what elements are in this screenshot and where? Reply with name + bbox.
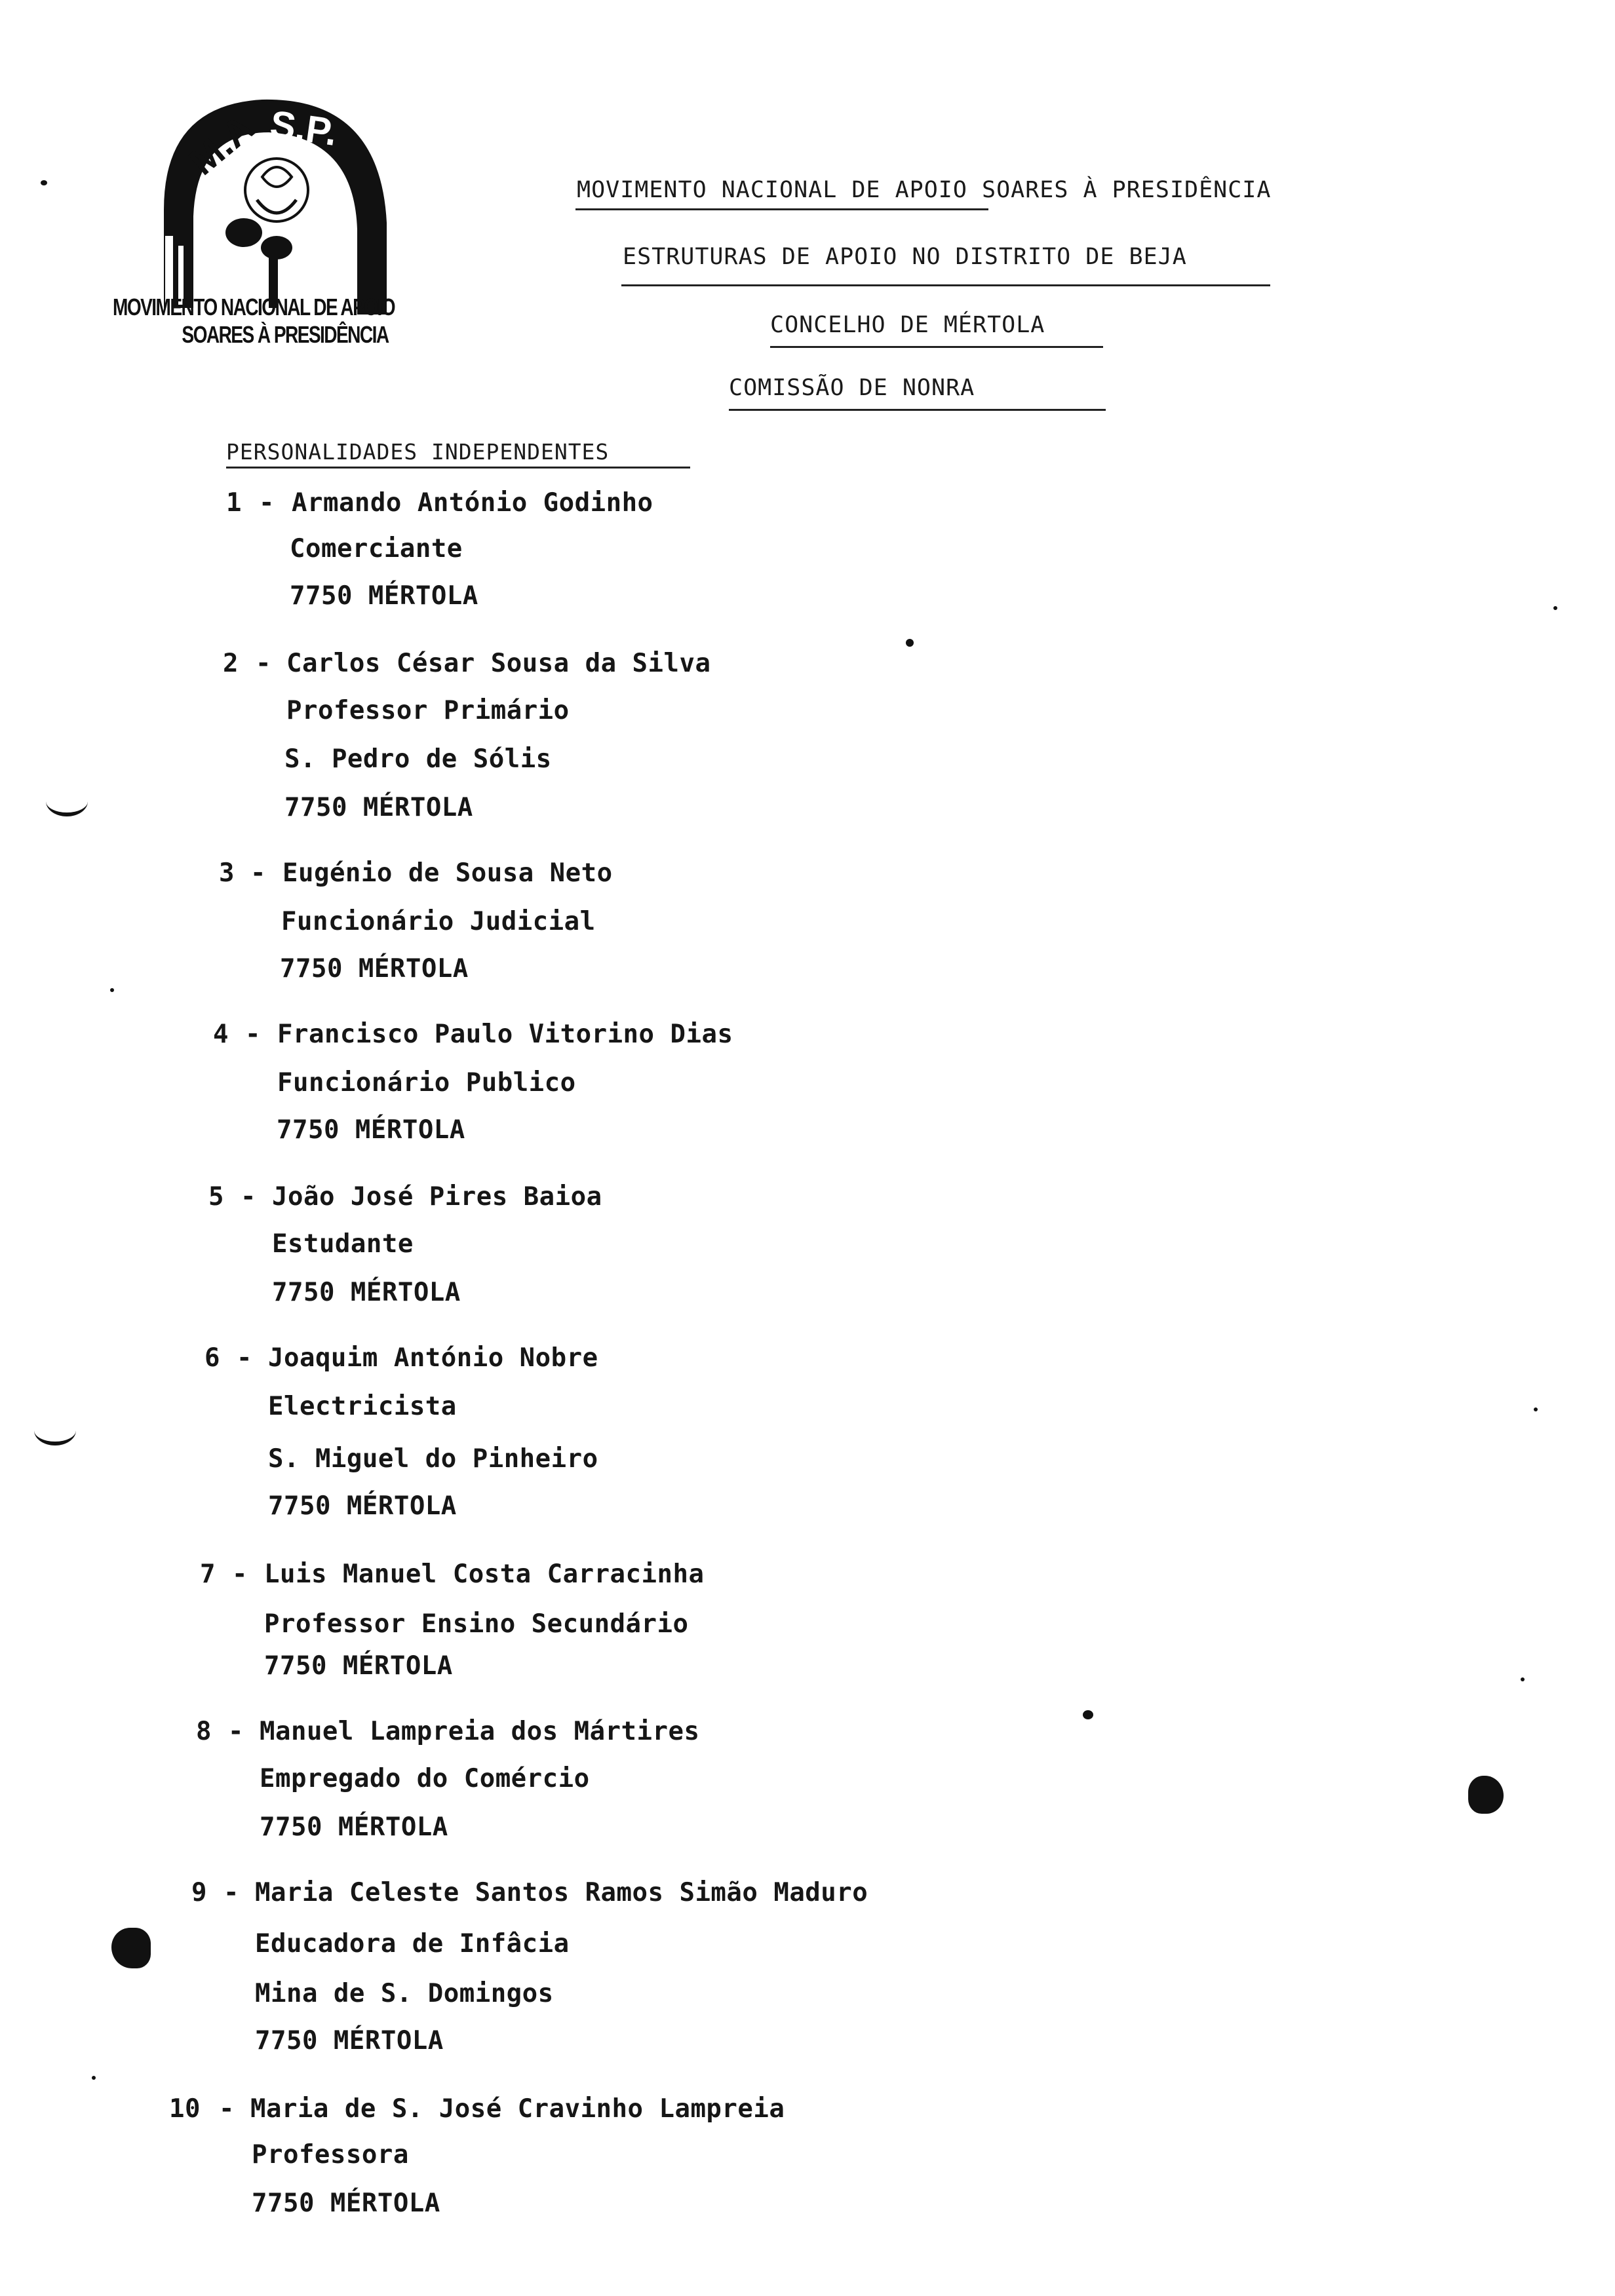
scan-speck xyxy=(1083,1710,1093,1719)
entry-locality: Mina de S. Domingos xyxy=(255,1979,554,2008)
entry-name: Luis Manuel Costa Carracinha xyxy=(264,1559,705,1589)
logo-text-line2: SOARES À PRESIDÊNCIA xyxy=(182,321,389,348)
entry-number: 10 xyxy=(169,2094,201,2124)
entry-number: 8 xyxy=(196,1717,212,1746)
entry-address: 7750 MÉRTOLA xyxy=(255,2026,444,2056)
entry-name: Carlos César Sousa da Silva xyxy=(286,649,711,678)
entry-dash: - xyxy=(250,858,266,888)
section-title: PERSONALIDADES INDEPENDENTES xyxy=(226,439,610,465)
header-movement-title: MOVIMENTO NACIONAL DE APOIO SOARES À PRESIDÊNCIA xyxy=(577,177,1272,203)
entry-number: 7 xyxy=(200,1559,216,1589)
entry-name: Armando António Godinho xyxy=(292,488,653,518)
entry-number: 1 xyxy=(226,488,242,518)
header-underline xyxy=(770,346,1103,348)
logo-text-line1: MOVIMENTO NACIONAL DE APOIO xyxy=(113,294,395,320)
entry-dash: - xyxy=(219,2094,235,2124)
entry-number: 9 xyxy=(191,1878,207,1907)
entry-occupation: Professor Primário xyxy=(286,696,570,725)
entry-address: 7750 MÉRTOLA xyxy=(268,1491,457,1521)
header-underline xyxy=(575,208,988,210)
entry-dash: - xyxy=(259,488,275,518)
entry-dash: - xyxy=(245,1020,261,1049)
entry-occupation: Funcionário Judicial xyxy=(281,907,596,936)
entry-address: 7750 MÉRTOLA xyxy=(284,793,473,822)
scan-speck xyxy=(41,180,47,185)
entry-address: 7750 MÉRTOLA xyxy=(290,581,478,611)
entry-occupation: Estudante xyxy=(272,1229,414,1259)
svg-text:M.A: M.A xyxy=(181,105,262,183)
entry-address: 7750 MÉRTOLA xyxy=(280,954,469,984)
ink-blot xyxy=(1468,1776,1504,1814)
scan-speck xyxy=(1553,606,1557,610)
entry-dash: - xyxy=(232,1559,248,1589)
entry-dash: - xyxy=(237,1343,252,1373)
scan-speck xyxy=(110,988,114,992)
scan-speck xyxy=(92,2076,96,2080)
entry-address: 7750 MÉRTOLA xyxy=(252,2189,440,2218)
scan-speck xyxy=(1534,1407,1538,1411)
entry-occupation: Professora xyxy=(252,2140,409,2170)
entry-name: Manuel Lampreia dos Mártires xyxy=(260,1717,700,1746)
punch-hole-mark xyxy=(46,786,88,816)
entry-name: Maria de S. José Cravinho Lampreia xyxy=(250,2094,785,2124)
entry-address: 7750 MÉRTOLA xyxy=(264,1651,453,1681)
entry-name: Maria Celeste Santos Ramos Simão Maduro xyxy=(255,1878,868,1907)
entry-dash: - xyxy=(224,1878,239,1907)
entry-occupation: Funcionário Publico xyxy=(277,1068,576,1098)
entry-address: 7750 MÉRTOLA xyxy=(277,1115,465,1145)
entry-address: 7750 MÉRTOLA xyxy=(260,1812,448,1842)
entry-occupation: Comerciante xyxy=(290,534,463,564)
entry-parish: S. Miguel do Pinheiro xyxy=(268,1444,598,1474)
entry-name: Francisco Paulo Vitorino Dias xyxy=(277,1020,733,1049)
entry-parish: S. Pedro de Sólis xyxy=(284,744,552,774)
entry-address: 7750 MÉRTOLA xyxy=(272,1278,461,1307)
ink-blot xyxy=(111,1928,151,1968)
entry-number: 5 xyxy=(208,1182,224,1212)
entry-occupation: Professor Ensino Secundário xyxy=(264,1609,689,1639)
punch-hole-mark xyxy=(34,1415,76,1445)
entry-number: 3 xyxy=(219,858,235,888)
entry-dash: - xyxy=(256,649,271,678)
section-title-underline xyxy=(226,467,690,469)
entry-dash: - xyxy=(228,1717,244,1746)
scan-speck xyxy=(906,639,914,647)
scan-speck xyxy=(1521,1677,1525,1681)
entry-occupation: Electricista xyxy=(268,1392,457,1421)
entry-number: 2 xyxy=(223,649,239,678)
header-structures-title: ESTRUTURAS DE APOIO NO DISTRITO DE BEJA xyxy=(623,244,1187,270)
entry-name: Joaquim António Nobre xyxy=(268,1343,598,1373)
header-commission-title: COMISSÃO DE NONRA xyxy=(729,375,975,401)
entry-occupation: Empregado do Comércio xyxy=(260,1764,590,1793)
entry-number: 6 xyxy=(204,1343,220,1373)
entry-number: 4 xyxy=(213,1020,229,1049)
svg-text:S.P.: S.P. xyxy=(267,102,340,155)
entry-name: Eugénio de Sousa Neto xyxy=(282,858,613,888)
header-underline xyxy=(729,409,1106,411)
entry-dash: - xyxy=(241,1182,256,1212)
entry-name: João José Pires Baioa xyxy=(272,1182,602,1212)
entry-occupation: Educadora de Infâcia xyxy=(255,1929,570,1959)
header-council-title: CONCELHO DE MÉRTOLA xyxy=(770,312,1045,338)
header-underline xyxy=(621,284,1270,286)
